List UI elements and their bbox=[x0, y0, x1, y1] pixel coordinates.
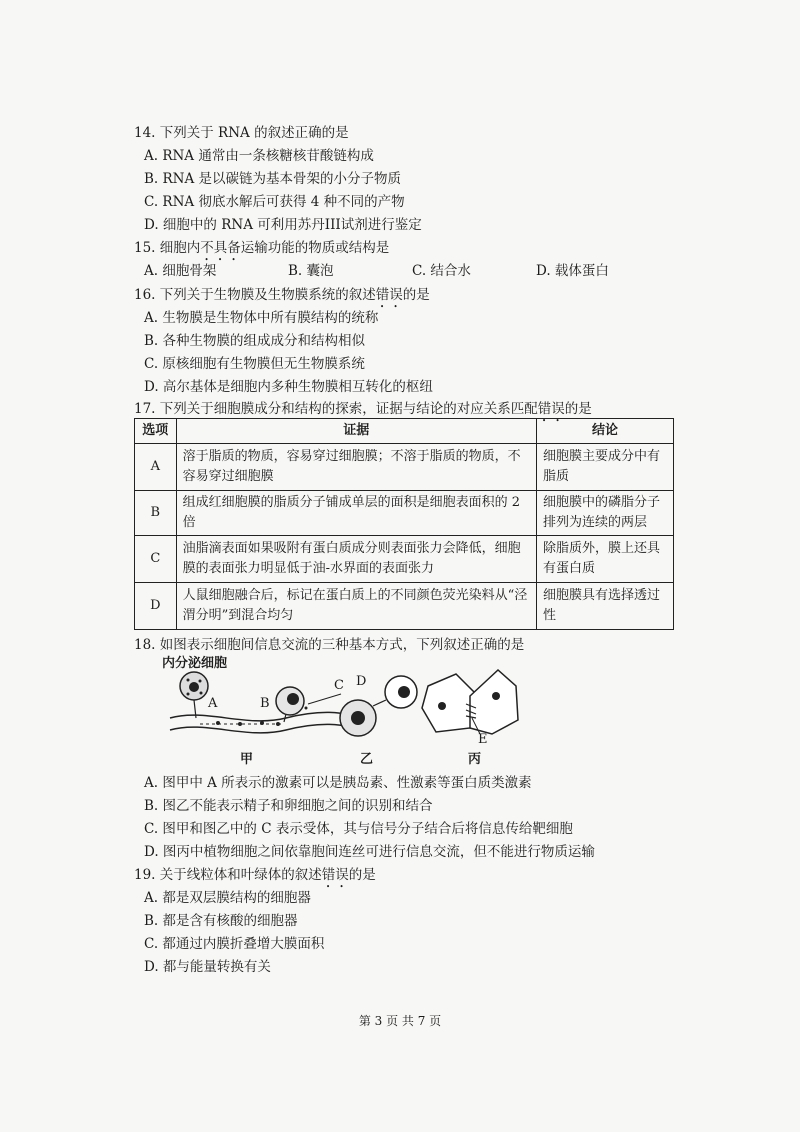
q19-option-a: A. 都是双层膜结构的细胞器 bbox=[144, 890, 311, 906]
q16-stem-post: 的是 bbox=[402, 287, 430, 303]
q16-option-c: C. 原核细胞有生物膜但无生物膜系统 bbox=[144, 356, 365, 372]
table-cell-evidence: 油脂滴表面如果吸附有蛋白质成分则表面张力会降低，细胞膜的表面张力明显低于油-水界面的表面张力 bbox=[176, 536, 536, 583]
q15-stem-emphasis: 不具备 bbox=[200, 240, 241, 256]
q18-stem: 18. 如图表示细胞间信息交流的三种基本方式，下列叙述正确的是 bbox=[134, 637, 525, 653]
label-d: D bbox=[356, 674, 367, 689]
label-e: E bbox=[478, 732, 488, 747]
table-header-evidence: 证据 bbox=[176, 419, 536, 444]
table-cell-evidence: 人鼠细胞融合后，标记在蛋白质上的不同颜色荧光染料从“泾渭分明”到混合均匀 bbox=[176, 583, 536, 630]
q15-option-c: C. 结合水 bbox=[412, 263, 471, 279]
q14-stem: 14. 下列关于 RNA 的叙述正确的是 bbox=[134, 125, 349, 141]
page-footer: 第 3 页 共 7 页 bbox=[358, 1014, 442, 1028]
panel-bing-drawing bbox=[422, 670, 518, 734]
q19-option-c: C. 都通过内膜折叠增大膜面积 bbox=[144, 936, 325, 952]
table-cell-option: A bbox=[135, 444, 177, 491]
q15-stem bbox=[134, 239, 389, 264]
table-cell-evidence: 组成红细胞膜的脂质分子铺成单层的面积是细胞表面积的 2 倍 bbox=[176, 491, 536, 536]
table-row bbox=[135, 536, 674, 583]
q15-option-a: A. 细胞骨架 bbox=[144, 263, 217, 279]
table-cell-conclusion: 细胞膜中的磷脂分子排列为连续的两层 bbox=[536, 491, 673, 536]
label-a: A bbox=[208, 696, 218, 711]
table-row bbox=[135, 583, 674, 630]
q19-stem-emphasis: 错误 bbox=[321, 867, 349, 883]
endocrine-cell-label: 内分泌细胞 bbox=[162, 656, 228, 671]
q19-stem-post: 的是 bbox=[348, 867, 376, 883]
q18-option-b: B. 图乙不能表示精子和卵细胞之间的识别和结合 bbox=[144, 798, 433, 814]
table-row bbox=[135, 491, 674, 536]
table-header-row bbox=[135, 419, 674, 444]
q16-option-a: A. 生物膜是生物体中所有膜结构的统称 bbox=[144, 310, 379, 326]
q14-option-c: C. RNA 彻底水解后可获得 4 种不同的产物 bbox=[144, 194, 405, 210]
q15-stem-post: 运输功能的物质或结构是 bbox=[240, 240, 390, 256]
cell-communication-figure bbox=[162, 656, 522, 768]
q15-option-d: D. 载体蛋白 bbox=[536, 263, 609, 279]
q19-option-d: D. 都与能量转换有关 bbox=[144, 959, 271, 975]
table-cell-option: D bbox=[135, 583, 177, 630]
q18-option-a: A. 图甲中 A 所表示的激素可以是胰岛素、性激素等蛋白质类激素 bbox=[144, 775, 532, 791]
table-cell-conclusion: 细胞膜具有选择透过性 bbox=[536, 583, 673, 630]
q17-stem-post: 的是 bbox=[564, 401, 592, 417]
q15-options bbox=[144, 262, 664, 280]
table-cell-option: B bbox=[135, 491, 177, 536]
table-cell-evidence: 溶于脂质的物质，容易穿过细胞膜；不溶于脂质的物质，不容易穿过细胞膜 bbox=[176, 444, 536, 491]
q15-option-b: B. 囊泡 bbox=[288, 263, 334, 279]
table-cell-conclusion: 细胞膜主要成分中有脂质 bbox=[536, 444, 673, 491]
q17-table bbox=[134, 418, 674, 630]
panel-label-yi: 乙 bbox=[360, 752, 374, 767]
q15-stem-pre: 15. 细胞内 bbox=[134, 240, 201, 256]
q14-option-b: B. RNA 是以碳链为基本骨架的小分子物质 bbox=[144, 171, 402, 187]
panel-label-jia: 甲 bbox=[240, 752, 254, 767]
label-b: B bbox=[260, 696, 270, 711]
q19-option-b: B. 都是含有核酸的细胞器 bbox=[144, 913, 298, 929]
q14-option-a: A. RNA 通常由一条核糖核苷酸链构成 bbox=[144, 148, 374, 164]
q16-stem bbox=[134, 286, 430, 311]
table-cell-conclusion: 除脂质外，膜上还具有蛋白质 bbox=[536, 536, 673, 583]
label-c: C bbox=[334, 678, 344, 693]
q19-stem-pre: 19. 关于线粒体和叶绿体的叙述 bbox=[134, 867, 322, 883]
table-row bbox=[135, 444, 674, 491]
q16-stem-emphasis: 错误 bbox=[375, 287, 403, 303]
panel-label-bing: 丙 bbox=[468, 752, 482, 767]
q19-stem bbox=[134, 866, 376, 891]
q16-stem-pre: 16. 下列关于生物膜及生物膜系统的叙述 bbox=[134, 287, 376, 303]
q16-option-b: B. 各种生物膜的组成成分和结构相似 bbox=[144, 333, 366, 349]
q17-stem-emphasis: 错误 bbox=[537, 401, 565, 417]
q17-stem-pre: 17. 下列关于细胞膜成分和结构的探索，证据与结论的对应关系匹配 bbox=[134, 401, 538, 417]
table-cell-option: C bbox=[135, 536, 177, 583]
q18-option-d: D. 图丙中植物细胞之间依靠胞间连丝可进行信息交流，但不能进行物质运输 bbox=[144, 844, 595, 860]
q14-option-d: D. 细胞中的 RNA 可利用苏丹III试剂进行鉴定 bbox=[144, 217, 422, 233]
table-header-option: 选项 bbox=[135, 419, 177, 444]
q18-option-c: C. 图甲和图乙中的 C 表示受体，其与信号分子结合后将信息传给靶细胞 bbox=[144, 821, 573, 837]
q16-option-d: D. 高尔基体是细胞内多种生物膜相互转化的枢纽 bbox=[144, 379, 433, 395]
table-header-conclusion: 结论 bbox=[536, 419, 673, 444]
